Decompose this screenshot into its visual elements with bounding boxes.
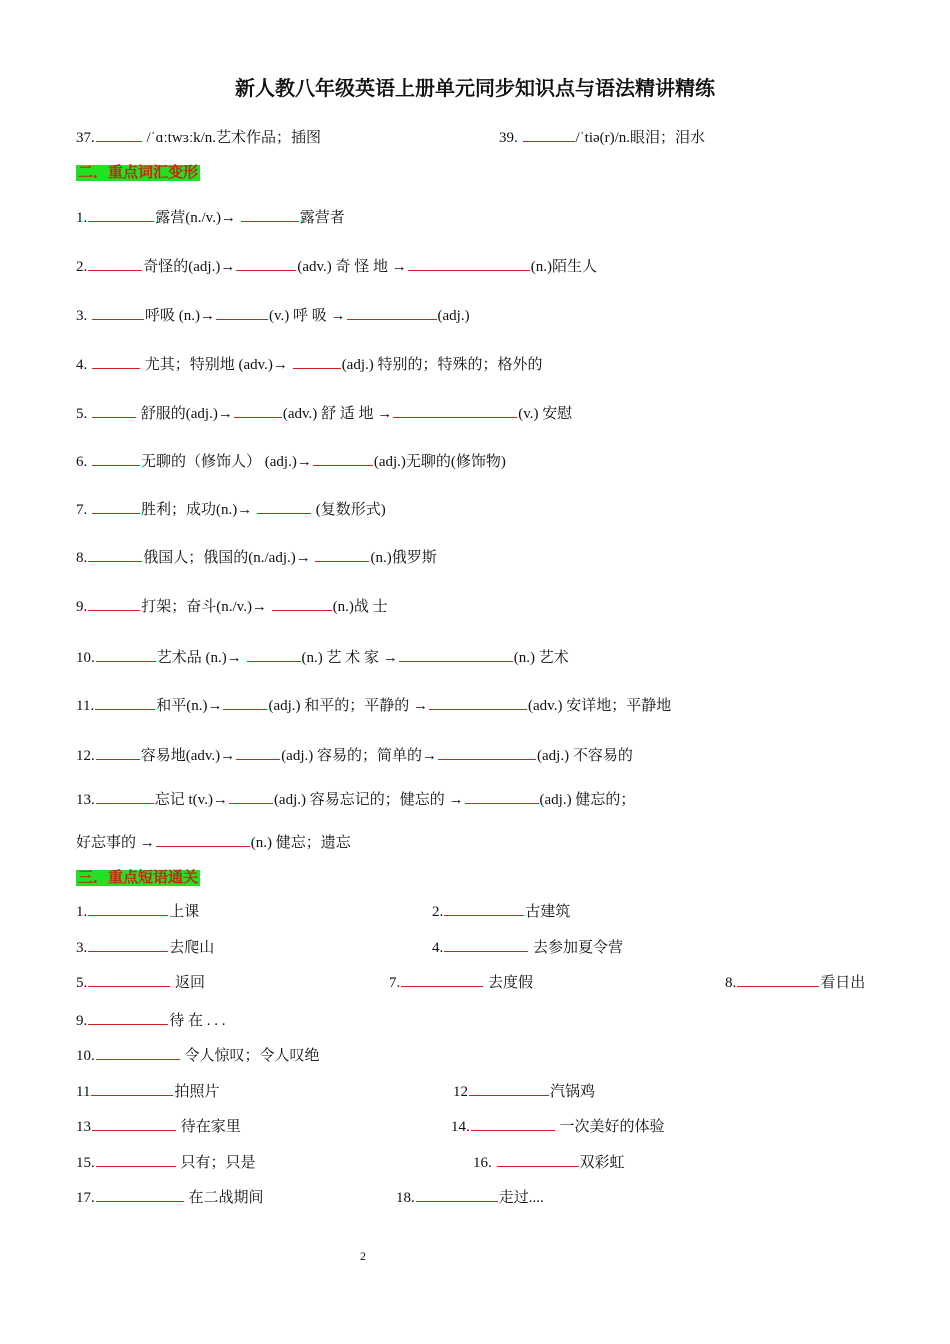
phrase-item-11: 11 拍照片 — [76, 1084, 220, 1100]
answer-blank[interactable] — [88, 1011, 168, 1025]
answer-blank[interactable] — [88, 973, 170, 987]
phrase-item-7: 7. 去度假 — [389, 975, 534, 991]
answer-blank[interactable] — [444, 902, 524, 916]
word-form-item-1: 1. 露营(n./v.)→ 露营者 — [76, 210, 345, 226]
phrase-item-10: 10. 令人惊叹；令人叹绝 — [76, 1048, 320, 1064]
answer-blank[interactable] — [229, 790, 273, 804]
answer-blank[interactable] — [247, 648, 301, 662]
answer-blank[interactable] — [523, 128, 575, 142]
word-form-item-4: 4. 尤其；特别地 (adv.)→ (adj.) 特别的；特殊的；格外的 — [76, 357, 543, 373]
vocab-item-39: 39. /ˈtiə(r)/n.眼泪；泪水 — [499, 130, 706, 146]
answer-blank[interactable] — [92, 306, 144, 320]
answer-blank[interactable] — [313, 452, 373, 466]
section-heading-phrases: 三．重点短语通关 — [78, 870, 199, 886]
word-form-item-2: 2. 奇怪的(adj.)→ (adv.) 奇 怪 地 → (n.)陌生人 — [76, 259, 598, 275]
answer-blank[interactable] — [88, 548, 142, 562]
phrase-item-18: 18. 走过.... — [396, 1190, 544, 1206]
answer-blank[interactable] — [444, 938, 528, 952]
answer-blank[interactable] — [393, 404, 517, 418]
answer-blank[interactable] — [92, 500, 140, 514]
answer-blank[interactable] — [429, 696, 527, 710]
phrase-item-13: 13 待在家里 — [76, 1119, 241, 1135]
answer-blank[interactable] — [408, 257, 530, 271]
phrase-item-8: 8. 看日出 — [725, 975, 866, 991]
word-form-item-5: 5. 舒服的(adj.)→ (adv.) 舒 适 地 → (v.) 安慰 — [76, 406, 573, 422]
answer-blank[interactable] — [234, 404, 282, 418]
answer-blank[interactable] — [438, 746, 536, 760]
word-form-item-3: 3. 呼吸 (n.)→ (v.) 呼 吸 → (adj.) — [76, 308, 470, 324]
answer-blank[interactable] — [347, 306, 437, 320]
answer-blank[interactable] — [469, 1082, 549, 1096]
word-form-item-12: 12. 容易地(adv.)→ (adj.) 容易的；简单的→ (adj.) 不容易的 — [76, 748, 633, 764]
answer-blank[interactable] — [96, 1046, 180, 1060]
answer-blank[interactable] — [88, 902, 168, 916]
answer-blank[interactable] — [236, 746, 280, 760]
phrase-item-5: 5. 返回 — [76, 975, 206, 991]
answer-blank[interactable] — [96, 746, 140, 760]
answer-blank[interactable] — [88, 597, 140, 611]
answer-blank[interactable] — [96, 1153, 176, 1167]
answer-blank[interactable] — [272, 597, 332, 611]
answer-blank[interactable] — [241, 208, 299, 222]
page-number: 2 — [360, 1249, 366, 1263]
answer-blank[interactable] — [96, 648, 156, 662]
word-form-item-7: 7. 胜利；成功(n.)→ (复数形式) — [76, 502, 386, 518]
vocab-item-37: 37. /ˈɑːtwɜːk/n.艺术作品；插图 — [76, 130, 322, 146]
answer-blank[interactable] — [88, 938, 168, 952]
word-form-item-9: 9. 打架；奋斗(n./v.)→ (n.)战 士 — [76, 599, 388, 615]
answer-blank[interactable] — [92, 355, 140, 369]
answer-blank[interactable] — [497, 1153, 579, 1167]
answer-blank[interactable] — [88, 208, 154, 222]
phrase-item-9: 9. 待 在 . . . — [76, 1013, 226, 1029]
answer-blank[interactable] — [236, 257, 296, 271]
word-form-item-11: 11. 和平(n.)→ (adj.) 和平的；平静的 → (adv.) 安详地；平静地 — [76, 698, 672, 714]
answer-blank[interactable] — [96, 790, 154, 804]
phrase-item-17: 17. 在二战期间 — [76, 1190, 264, 1206]
phrase-item-4: 4. 去参加夏令营 — [432, 940, 624, 956]
page-title: 新人教八年级英语上册单元同步知识点与语法精讲精练 — [235, 78, 715, 100]
answer-blank[interactable] — [91, 1082, 173, 1096]
phrase-item-1: 1. 上课 — [76, 904, 200, 920]
answer-blank[interactable] — [88, 257, 142, 271]
word-form-item-10: 10. 艺术品 (n.)→ (n.) 艺 术 家 → (n.) 艺术 — [76, 650, 569, 666]
answer-blank[interactable] — [92, 452, 140, 466]
answer-blank[interactable] — [315, 548, 369, 562]
word-form-item-13-cont: 好忘事的 → (n.) 健忘；遗忘 — [76, 835, 351, 851]
answer-blank[interactable] — [96, 1188, 184, 1202]
word-form-item-8: 8. 俄国人；俄国的(n./adj.)→ (n.)俄罗斯 — [76, 550, 437, 566]
answer-blank[interactable] — [401, 973, 483, 987]
answer-blank[interactable] — [95, 696, 155, 710]
answer-blank[interactable] — [293, 355, 341, 369]
word-form-item-13: 13. 忘记 t(v.)→ (adj.) 容易忘记的；健忘的 → (adj.) 健忘的； — [76, 792, 636, 808]
phrase-item-14: 14. 一次美好的体验 — [451, 1119, 665, 1135]
answer-blank[interactable] — [92, 404, 136, 418]
phrase-item-3: 3. 去爬山 — [76, 940, 215, 956]
answer-blank[interactable] — [216, 306, 268, 320]
answer-blank[interactable] — [471, 1117, 555, 1131]
phrase-item-16: 16. 双彩虹 — [473, 1155, 625, 1171]
answer-blank[interactable] — [465, 790, 539, 804]
answer-blank[interactable] — [737, 973, 819, 987]
phrase-item-12: 12 汽锅鸡 — [453, 1084, 596, 1100]
word-form-item-6: 6. 无聊的（修饰人） (adj.)→ (adj.)无聊的(修饰物) — [76, 454, 506, 470]
answer-blank[interactable] — [399, 648, 513, 662]
answer-blank[interactable] — [223, 696, 267, 710]
answer-blank[interactable] — [156, 833, 250, 847]
section-heading-vocab-forms: 二．重点词汇变形 — [78, 165, 199, 181]
answer-blank[interactable] — [92, 1117, 176, 1131]
answer-blank[interactable] — [416, 1188, 498, 1202]
phrase-item-2: 2. 古建筑 — [432, 904, 571, 920]
answer-blank[interactable] — [96, 128, 142, 142]
answer-blank[interactable] — [257, 500, 311, 514]
phrase-item-15: 15. 只有；只是 — [76, 1155, 256, 1171]
